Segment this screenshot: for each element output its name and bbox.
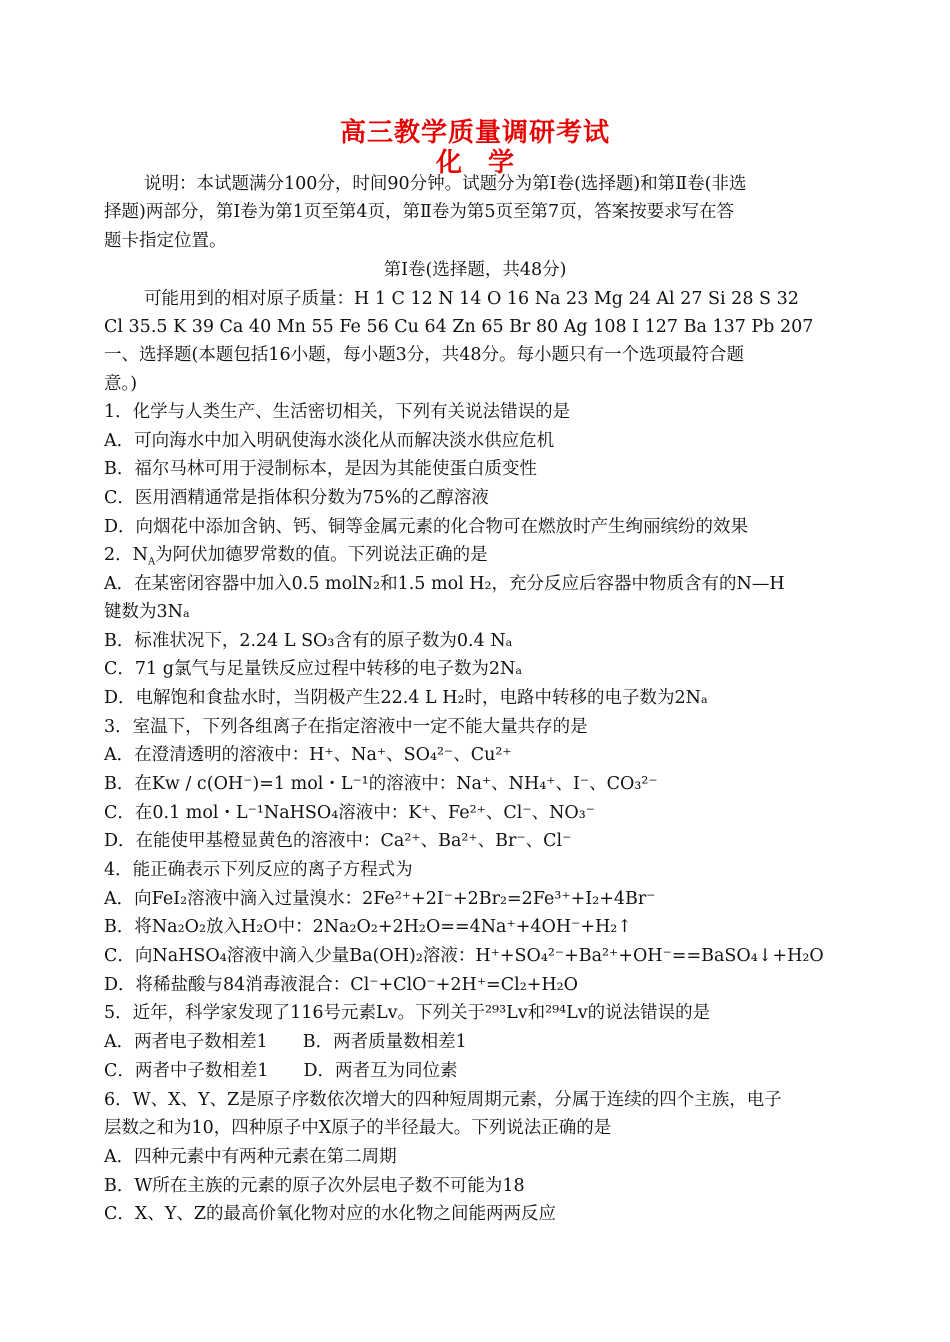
atomic-mass-line: Cl 35.5 K 39 Ca 40 Mn 55 Fe 56 Cu 64 Zn 65 Br 80 Ag 108 I 127 Ba 137 Pb 207 bbox=[104, 317, 814, 337]
section-heading: 第Ⅰ卷(选择题，共48分) bbox=[383, 260, 567, 280]
option-a: A．在澄清透明的溶液中：H⁺、Na⁺、SO₄²⁻、Cu²⁺ bbox=[104, 745, 512, 765]
question-stem: 1．化学与人类生产、生活密切相关，下列有关说法错误的是 bbox=[104, 402, 571, 422]
question-stem bbox=[104, 541, 850, 569]
stem-part: 为阿伏加德罗常数的值。下列说法正确的是 bbox=[155, 545, 488, 565]
instructions-line: 说明：本试题满分100分，时间90分钟。试题分为第Ⅰ卷(选择题)和第Ⅱ卷(非选 bbox=[144, 174, 747, 194]
options-a-b: A．两者电子数相差1 B．两者质量数相差1 bbox=[104, 1032, 467, 1052]
option-c: C．X、Y、Z的最高价氧化物对应的水化物之间能两两反应 bbox=[104, 1204, 557, 1224]
question-stem: 6．W、X、Y、Z是原子序数依次增大的四种短周期元素，分属于连续的四个主族，电子 bbox=[104, 1090, 782, 1110]
option-b: B．标准状况下，2.24 L SO₃含有的原子数为0.4 Nₐ bbox=[104, 631, 513, 651]
instructions-line: 择题)两部分，第Ⅰ卷为第1页至第4页，第Ⅱ卷为第5页至第7页，答案按要求写在答 bbox=[104, 202, 735, 222]
stem-subscript: A bbox=[147, 556, 156, 568]
option-b: B．W所在主族的元素的原子次外层电子数不可能为18 bbox=[104, 1176, 525, 1196]
option-b: B．将Na₂O₂放入H₂O中：2Na₂O₂+2H₂O==4Na⁺+4OH⁻+H₂↑ bbox=[104, 917, 632, 937]
question-stem: 4．能正确表示下列反应的离子方程式为 bbox=[104, 860, 413, 880]
option-a: A．可向海水中加入明矾使海水淡化从而解决淡水供应危机 bbox=[104, 431, 555, 451]
atomic-mass-line: 可能用到的相对原子质量：H 1 C 12 N 14 O 16 Na 23 Mg 24 Al 27 Si 28 S 32 bbox=[144, 289, 799, 309]
option-a: A．向FeI₂溶液中滴入过量溴水：2Fe²⁺+2I⁻+2Br₂=2Fe³⁺+I₂+4Br⁻ bbox=[104, 889, 656, 909]
exam-title: 高三教学质量调研考试 bbox=[339, 118, 610, 148]
part-heading: 意。) bbox=[104, 374, 138, 394]
option-a: A．在某密闭容器中加入0.5 molN₂和1.5 mol H₂，充分反应后容器中物质含有的N—H bbox=[104, 574, 785, 594]
option-a: A．四种元素中有两种元素在第二周期 bbox=[104, 1147, 397, 1167]
instructions-line: 题卡指定位置。 bbox=[104, 231, 227, 251]
option-c: C．向NaHSO₄溶液中滴入少量Ba(OH)₂溶液：H⁺+SO₄²⁻+Ba²⁺+OH⁻==BaSO₄↓+H₂O bbox=[104, 946, 824, 966]
option-c: C．71 g氯气与足量铁反应过程中转移的电子数为2Nₐ bbox=[104, 659, 523, 679]
option-b: B．福尔马林可用于浸制标本，是因为其能使蛋白质变性 bbox=[104, 459, 537, 479]
question-stem-continued: 层数之和为10，四种原子中X原子的半径最大。下列说法正确的是 bbox=[104, 1118, 612, 1138]
option-c: C．医用酒精通常是指体积分数为75%的乙醇溶液 bbox=[104, 488, 489, 508]
option-d: D．将稀盐酸与84消毒液混合：Cl⁻+ClO⁻+2H⁺=Cl₂+H₂O bbox=[104, 975, 579, 995]
option-d: D．电解饱和食盐水时，当阴极产生22.4 L H₂时，电路中转移的电子数为2Nₐ bbox=[104, 688, 708, 708]
part-heading: 一、选择题(本题包括16小题，每小题3分，共48分。每小题只有一个选项最符合题 bbox=[104, 345, 744, 365]
option-d: D．在能使甲基橙显黄色的溶液中：Ca²⁺、Ba²⁺、Br⁻、Cl⁻ bbox=[104, 831, 572, 851]
option-c: C．在0.1 mol・L⁻¹NaHSO₄溶液中：K⁺、Fe²⁺、Cl⁻、NO₃⁻ bbox=[104, 803, 595, 823]
question-stem: 5．近年，科学家发现了116号元素Lv。下列关于²⁹³Lv和²⁹⁴Lv的说法错误的是 bbox=[104, 1003, 711, 1023]
option-d: D．向烟花中添加含钠、钙、铜等金属元素的化合物可在燃放时产生绚丽缤纷的效果 bbox=[104, 517, 749, 537]
option-b: B．在Kw / c(OH⁻)=1 mol・L⁻¹的溶液中：Na⁺、NH₄⁺、I⁻、CO₃²⁻ bbox=[104, 774, 658, 794]
option-a-continued: 键数为3Nₐ bbox=[104, 602, 190, 622]
stem-part: 2．N bbox=[104, 545, 148, 565]
question-stem: 3．室温下，下列各组离子在指定溶液中一定不能大量共存的是 bbox=[104, 717, 588, 737]
options-c-d: C．两者中子数相差1 D．两者互为同位素 bbox=[104, 1061, 458, 1081]
subject-title: 化 学 bbox=[435, 148, 514, 178]
